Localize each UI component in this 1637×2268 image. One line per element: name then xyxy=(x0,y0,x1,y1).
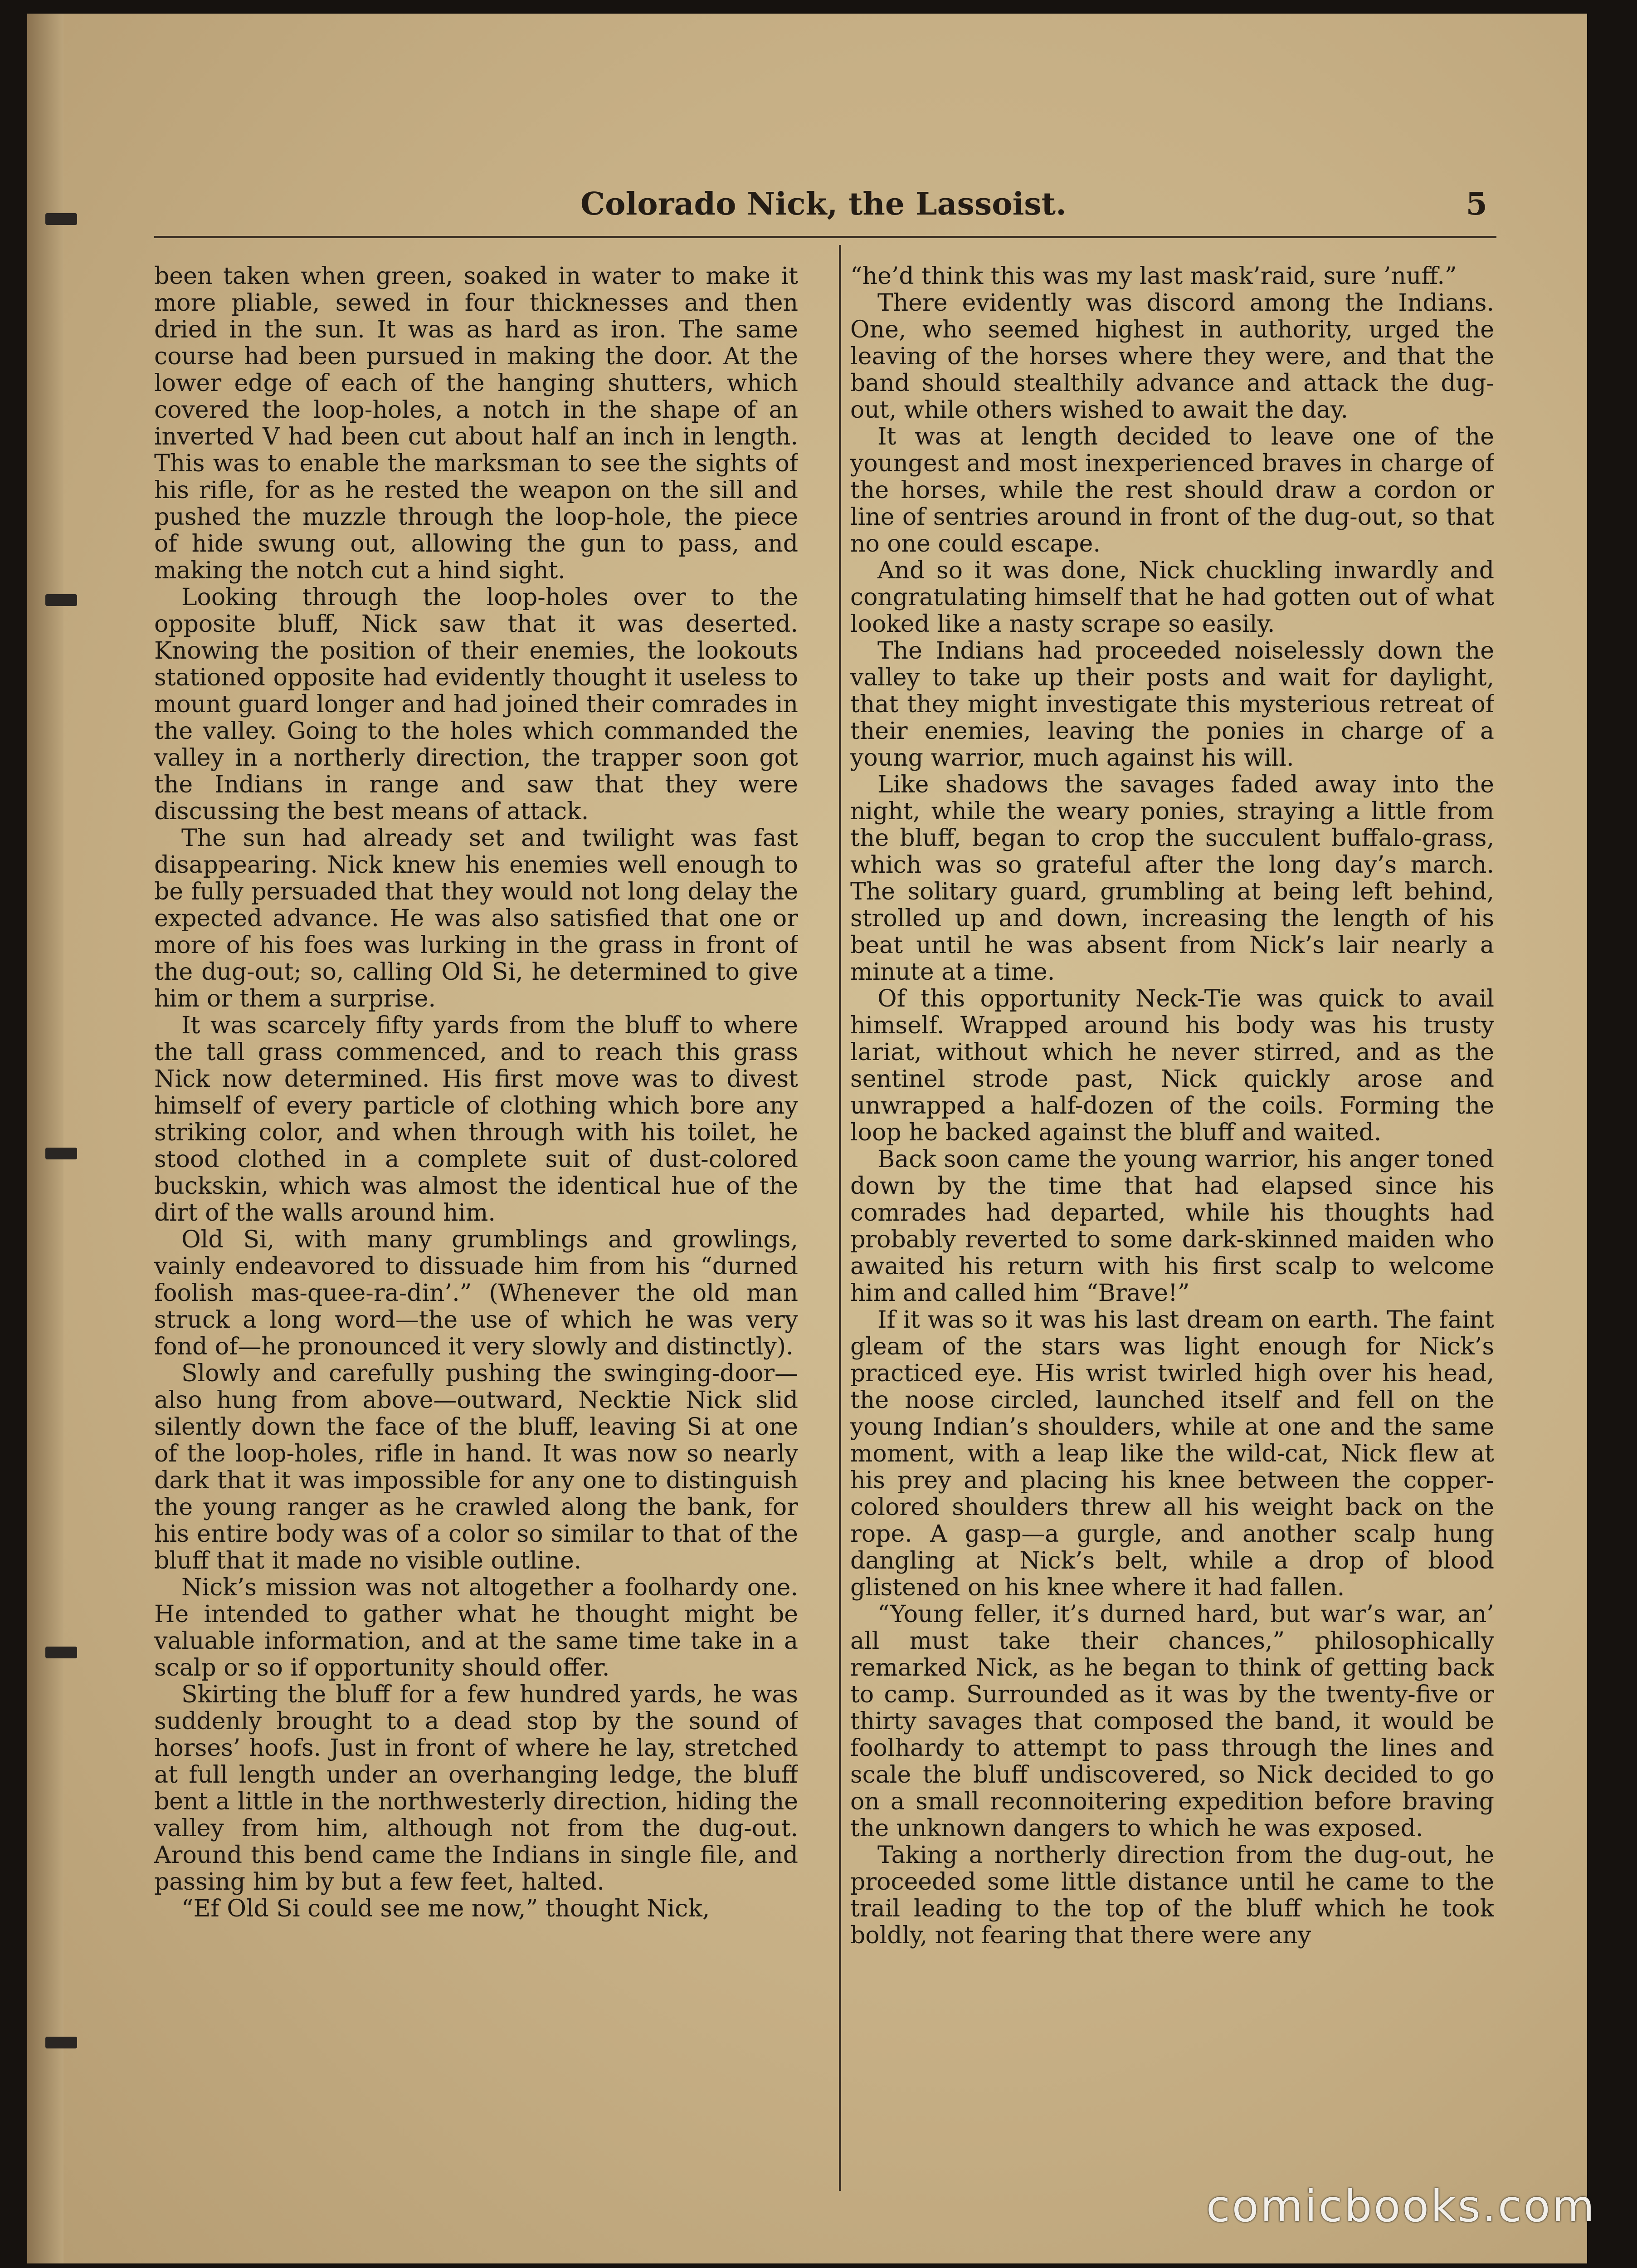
left-column xyxy=(154,263,798,2191)
binding-stitch xyxy=(45,594,77,606)
paragraph: And so it was done, Nick chuckling inwardly and congratulating himself that he had gotten out of what looked like a nasty scrape so easily. xyxy=(850,557,1494,638)
binding-stitch xyxy=(45,1647,77,1658)
paragraph: Back soon came the young warrior, his anger toned down by the time that had elapsed since his comrades had departed, while his thoughts had probably reverted to some dark-skinned maiden who awaited his return with his first scalp to welcome him and called him “Brave!” xyxy=(850,1146,1494,1307)
column-divider xyxy=(839,245,841,2191)
paragraph: Taking a northerly direction from the dug-out, he proceeded some little distance until he came to the trail leading to the top of the bluff which he took boldly, not fearing that there were any xyxy=(850,1842,1494,1949)
paragraph: Slowly and carefully pushing the swinging-door—also hung from above—outward, Necktie Nick slid silently down the face of the bluff, leaving Si at one of the loop-holes, rifle in hand. It was now so nearly dark that it was impossible for any one to distinguish the young ranger as he crawled along the bank, for his entire body was of a color so similar to that of the bluff that it made no visible outline. xyxy=(154,1360,798,1574)
right-column xyxy=(850,263,1494,2191)
paragraph: Looking through the loop-holes over to the opposite bluff, Nick saw that it was deserted. Knowing the position of their enemies, the lookouts stationed opposite had evidently thought it useless to mount guard longer and had joined their comrades in the valley. Going to the holes which commanded the valley in a northerly direction, the trapper soon got the Indians in range and saw that they were discussing the best means of attack. xyxy=(154,584,798,825)
binding-stitch xyxy=(45,2037,77,2048)
binding-stitch xyxy=(45,213,77,225)
paragraph: Skirting the bluff for a few hundred yards, he was suddenly brought to a dead stop by the sound of horses’ hoofs. Just in front of where he lay, stretched at full length under an overhanging ledge, the bluff bent a little in the northwesterly direction, hiding the valley from him, although not from the dug-out. Around this bend came the Indians in single file, and passing him by but a few feet, halted. xyxy=(154,1681,798,1896)
header-rule xyxy=(154,236,1496,238)
paragraph: “he’d think this was my last mask’raid, sure ’nuff.” xyxy=(850,263,1457,290)
paragraph: It was scarcely fifty yards from the bluff to where the tall grass commenced, and to reach this grass Nick now determined. His first move was to divest himself of every particle of clothing which bore any striking color, and when through with his toilet, he stood clothed in a complete suit of dust-colored buckskin, which was almost the identical hue of the dirt of the walls around him. xyxy=(154,1012,798,1227)
paragraph: Like shadows the savages faded away into the night, while the weary ponies, straying a little from the bluff, began to crop the succulent buffalo-grass, which was so grateful after the long day’s march. The solitary guard, grumbling at being left behind, strolled up and down, increasing the length of his beat until he was absent from Nick’s lair nearly a minute at a time. xyxy=(850,771,1494,986)
paragraph: Of this opportunity Neck-Tie was quick to avail himself. Wrapped around his body was his trusty lariat, without which he never stirred, and as the sentinel strode past, Nick quickly arose and unwrapped a half-dozen of the coils. Forming the loop he backed against the bluff and waited. xyxy=(850,985,1494,1146)
paragraph: Nick’s mission was not altogether a foolhardy one. He intended to gather what he thought might be valuable information, and at the same time take in a scalp or so if opportunity should offer. xyxy=(154,1574,798,1681)
paragraph: It was at length decided to leave one of the youngest and most inexperienced braves in charge of the horses, while the rest should draw a cordon or line of sentries around in front of the dug-out, so that no one could escape. xyxy=(850,423,1494,557)
page-spine xyxy=(27,14,63,2263)
paragraph: “Ef Old Si could see me now,” thought Nick, xyxy=(181,1895,710,1922)
paragraph: been taken when green, soaked in water to make it more pliable, sewed in four thicknesses and then dried in the sun. It was as hard as iron. The same course had been pursued in making the door. At the lower edge of each of the hanging shutters, which covered the loop-holes, a notch in the shape of an inverted V had been cut about half an inch in length. This was to enable the marksman to see the sights of his rifle, for as he rested the weapon on the sill and pushed the muzzle through the loop-hole, the piece of hide swung out, allowing the gun to pass, and making the notch cut a hind sight. xyxy=(154,263,798,584)
page-number: 5 xyxy=(1466,186,1487,222)
paragraph: “Young feller, it’s durned hard, but war’s war, an’ all must take their chances,” philosophically remarked Nick, as he began to think of getting back to camp. Surrounded as it was by the twenty-five or thirty savages that composed the band, it would be foolhardy to attempt to pass through the lines and scale the bluff undiscovered, so Nick decided to go on a small reconnoitering expedition before braving the unknown dangers to which he was exposed. xyxy=(850,1601,1494,1842)
paragraph: If it was so it was his last dream on earth. The faint gleam of the stars was light enough for Nick’s practiced eye. His wrist twirled high over his head, the noose circled, launched itself and fell on the young Indian’s shoulders, while at one and the same moment, with a leap like the wild-cat, Nick flew at his prey and placing his knee between the copper-colored shoulders threw all his weight back on the rope. A gasp—a gurgle, and another scalp hung dangling at Nick’s belt, while a drop of blood glistened on his knee where it had fallen. xyxy=(850,1306,1494,1601)
paragraph: The Indians had proceeded noiselessly down the valley to take up their posts and wait for daylight, that they might investigate this mysterious retreat of their enemies, leaving the ponies in charge of a young warrior, much against his will. xyxy=(850,637,1494,772)
paragraph: There evidently was discord among the Indians. One, who seemed highest in authority, urged the leaving of the horses where they were, and that the band should stealthily advance and attack the dug-out, while others wished to await the day. xyxy=(850,289,1494,424)
paragraph: Old Si, with many grumblings and growlings, vainly endeavored to dissuade him from his “durned foolish mas-quee-ra-din’.” (Whenever the old man struck a long word—the use of which he was very fond of—he pronounced it very slowly and distinctly). xyxy=(154,1226,798,1360)
paragraph: The sun had already set and twilight was fast disappearing. Nick knew his enemies well enough to be fully persuaded that they would not long delay the expected advance. He was also satisfied that one or more of his foes was lurking in the grass in front of the dug-out; so, calling Old Si, he determined to give him or them a surprise. xyxy=(154,825,798,1012)
binding-stitch xyxy=(45,1148,77,1159)
watermark: comicbooks.com xyxy=(1206,2181,1596,2232)
running-title: Colorado Nick, the Lassoist. xyxy=(580,186,1067,222)
running-header xyxy=(580,181,1487,231)
